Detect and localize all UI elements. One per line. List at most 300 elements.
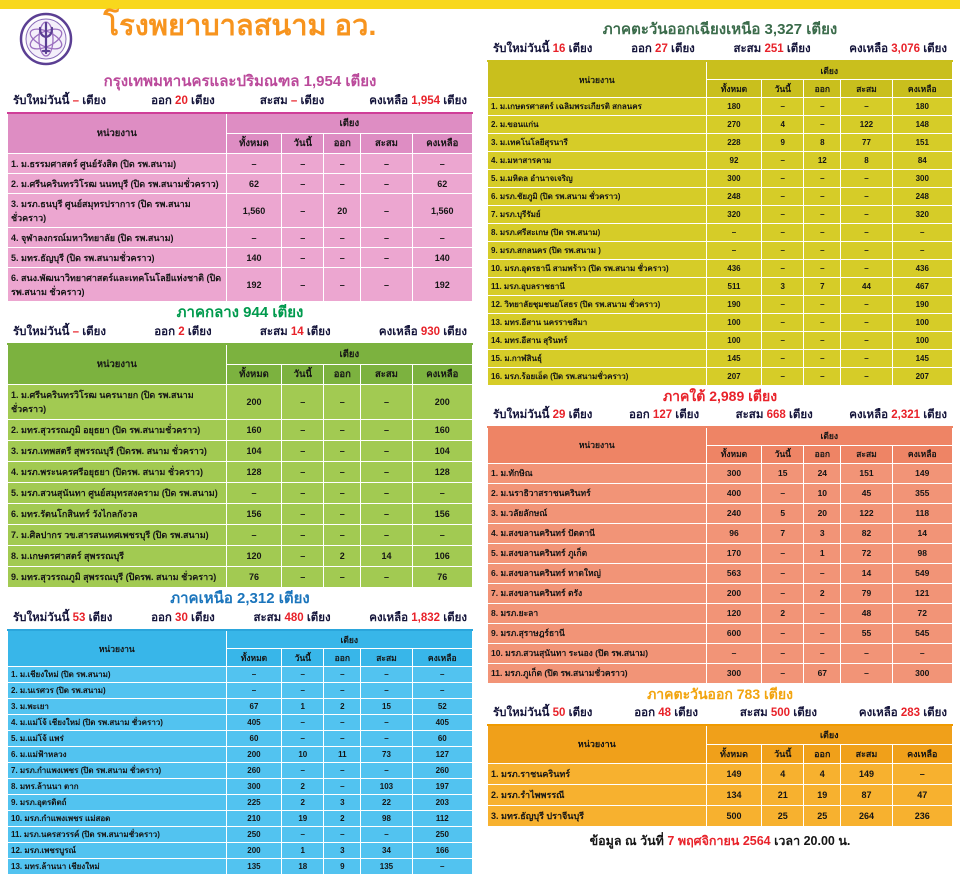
stat-value: 30 (175, 612, 188, 624)
cum-cell: – (361, 268, 412, 302)
table-row (488, 623, 953, 643)
agency-name-cell: 11. มรภ.นครสวรรค์ (ปิด รพ.สนามชั่วคราว) (8, 827, 227, 843)
table-row (8, 731, 473, 747)
column-header-remaining: คงเหลือ (412, 649, 472, 667)
section-title: ภาคใต้ 2,989 เตียง (662, 388, 778, 404)
remain-cell: 236 (892, 805, 952, 826)
footer-prefix: ข้อมูล ณ วันที่ (589, 833, 664, 848)
column-header-remaining: คงเหลือ (412, 365, 472, 385)
stat-label: คงเหลือ (369, 95, 412, 107)
column-header-today: วันนี้ (282, 134, 324, 154)
agency-name-cell: 4. ม.มหาสารคาม (488, 152, 707, 170)
agency-name-cell: 5. มทร.ธัญบุรี (ปิด รพ.สนามชั่วคราว) (8, 248, 227, 268)
remain-cell: 467 (892, 278, 952, 296)
stat-unit: เตียง (440, 95, 467, 107)
stat-item (154, 323, 211, 341)
total-cell: 225 (226, 795, 282, 811)
table-row (8, 859, 473, 875)
table-row (488, 368, 953, 386)
cum-cell: – (841, 350, 892, 368)
stat-item (733, 40, 810, 58)
stat-unit: เตียง (667, 43, 695, 55)
cum-cell: – (841, 296, 892, 314)
cum-cell: – (361, 248, 412, 268)
table-row (488, 260, 953, 278)
column-header-total: ทั้งหมด (706, 744, 762, 763)
cum-cell: – (841, 206, 892, 224)
agency-name-cell: 1. ม.ธรรมศาสตร์ ศูนย์รังสิต (ปิด รพ.สนาม) (8, 154, 227, 174)
today-cell: – (282, 483, 324, 504)
out-cell: – (804, 224, 841, 242)
today-cell: 1 (282, 843, 324, 859)
total-cell: 128 (226, 462, 282, 483)
stat-label: คงเหลือ (849, 408, 892, 421)
cum-cell: – (361, 483, 412, 504)
table-row (8, 525, 473, 546)
remain-cell: 180 (892, 98, 952, 116)
stat-value: – (290, 95, 298, 107)
stat-unit: เตียง (303, 326, 331, 338)
today-cell: – (762, 152, 804, 170)
agency-name-cell: 3. มรภ.เทพสตรี สุพรรณบุรี (ปิดรพ. สนาม ชั่วคราว) (8, 441, 227, 462)
table-row (8, 683, 473, 699)
report-header (7, 9, 473, 71)
remain-cell: 405 (412, 715, 472, 731)
stat-unit: เตียง (85, 612, 113, 624)
total-cell: 200 (226, 747, 282, 763)
cum-cell: 122 (841, 116, 892, 134)
today-cell: – (282, 546, 324, 567)
agency-name-cell: 7. มรภ.กำแพงเพชร (ปิด รพ.สนาม ชั่วคราว) (8, 763, 227, 779)
cum-cell: – (361, 715, 412, 731)
total-cell: 180 (706, 98, 762, 116)
today-cell: – (282, 420, 324, 441)
total-cell: 1,560 (226, 194, 282, 228)
table-row (8, 699, 473, 715)
cum-cell: – (841, 314, 892, 332)
stat-value: 251 (764, 43, 784, 55)
stat-unit: เตียง (565, 43, 593, 55)
cum-cell: 98 (361, 811, 412, 827)
out-cell: 67 (804, 663, 841, 683)
today-cell: – (762, 332, 804, 350)
agency-name-cell: 6. ม.สงขลานครินทร์ หาดใหญ่ (488, 563, 707, 583)
column-header-agency: หน่วยงาน (8, 113, 227, 154)
out-cell: – (324, 154, 361, 174)
total-cell: 400 (706, 483, 762, 503)
stat-item (379, 323, 467, 341)
out-cell: – (324, 763, 361, 779)
today-cell: – (762, 296, 804, 314)
cum-cell: – (361, 462, 412, 483)
remain-cell: 148 (892, 116, 952, 134)
top-yellow-bar (0, 0, 960, 9)
agency-name-cell: 2. ม.ขอนแก่น (488, 116, 707, 134)
stat-item (629, 406, 699, 424)
remain-cell: 60 (412, 731, 472, 747)
total-cell: 192 (226, 268, 282, 302)
stat-label: รับใหม่วันนี้ (13, 326, 73, 338)
table-row (8, 715, 473, 731)
table-row (8, 174, 473, 194)
section-stats (487, 405, 953, 426)
today-cell: – (762, 663, 804, 683)
table-row (488, 603, 953, 623)
stat-unit: เตียง (565, 408, 593, 421)
stat-value: 3,076 (891, 43, 921, 55)
total-cell: 436 (706, 260, 762, 278)
remain-cell: 52 (412, 699, 472, 715)
column-header-today: วันนี้ (762, 744, 804, 763)
total-cell: 76 (226, 567, 282, 588)
remain-cell: 118 (892, 503, 952, 523)
table-row (8, 248, 473, 268)
agency-name-cell: 2. ม.ศรีนครินทรวิโรฒ นนทบุรี (ปิด รพ.สนามชั่วคราว) (8, 174, 227, 194)
agency-name-cell: 6. สนง.พัฒนาวิทยาศาสตร์และเทคโนโลยีแห่งชาติ (ปิด รพ.สนาม ชั่วคราว) (8, 268, 227, 302)
out-cell: – (804, 98, 841, 116)
today-cell: – (762, 170, 804, 188)
stat-item (493, 704, 592, 722)
out-cell: – (804, 368, 841, 386)
stat-item (13, 323, 106, 341)
agency-name-cell: 5. ม.มหิดล อำนาจเจริญ (488, 170, 707, 188)
today-cell: – (762, 543, 804, 563)
remain-cell: 98 (892, 543, 952, 563)
out-cell: – (324, 731, 361, 747)
total-cell: 270 (706, 116, 762, 134)
stat-item (631, 40, 695, 58)
remain-cell: 62 (412, 174, 472, 194)
total-cell: 320 (706, 206, 762, 224)
section-northeast (487, 21, 953, 386)
section-title: กรุงเทพมหานครและปริมณฑล 1,954 เตียง (103, 73, 377, 90)
right-column (480, 9, 960, 875)
total-cell: 120 (706, 603, 762, 623)
column-header-cumulative: สะสม (841, 445, 892, 463)
beds-table (7, 112, 473, 302)
stat-item (13, 609, 112, 627)
stat-unit: เตียง (785, 408, 813, 421)
remain-cell: 549 (892, 563, 952, 583)
cum-cell: – (361, 174, 412, 194)
beds-table (7, 343, 473, 588)
out-cell: 20 (324, 194, 361, 228)
section-stats (7, 91, 473, 112)
today-cell: 1 (282, 699, 324, 715)
column-header-out: ออก (804, 744, 841, 763)
column-header-cumulative: สะสม (841, 80, 892, 98)
out-cell: – (324, 715, 361, 731)
stat-label: รับใหม่วันนี้ (493, 706, 553, 719)
agency-name-cell: 2. ม.นเรศวร (ปิด รพ.สนาม) (8, 683, 227, 699)
agency-name-cell: 7. ม.สงขลานครินทร์ ตรัง (488, 583, 707, 603)
stat-label: ออก (151, 612, 176, 624)
table-row (8, 154, 473, 174)
today-cell: – (762, 224, 804, 242)
remain-cell: – (892, 643, 952, 663)
stat-item (634, 704, 698, 722)
out-cell: 4 (804, 763, 841, 784)
left-column (0, 9, 480, 875)
stat-value: 500 (770, 706, 791, 719)
total-cell: 140 (226, 248, 282, 268)
cum-cell: 15 (361, 699, 412, 715)
stat-value: 14 (290, 326, 304, 338)
stat-label: รับใหม่วันนี้ (13, 612, 73, 624)
stat-item (736, 406, 813, 424)
remain-cell: – (412, 228, 472, 248)
table-row (8, 268, 473, 302)
stat-value: 480 (284, 612, 304, 624)
total-cell: 300 (706, 463, 762, 483)
out-cell: – (324, 683, 361, 699)
today-cell: – (282, 567, 324, 588)
today-cell: – (762, 623, 804, 643)
stat-value: 20 (175, 95, 188, 107)
out-cell: 25 (804, 805, 841, 826)
today-cell: 2 (282, 795, 324, 811)
out-cell: 2 (804, 583, 841, 603)
section-north (7, 590, 473, 875)
agency-name-cell: 13. มทร.ล้านนา เชียงใหม่ (8, 859, 227, 875)
stat-label: สะสม (259, 95, 291, 107)
table-row (8, 483, 473, 504)
stat-value: 53 (72, 612, 86, 624)
total-cell: – (226, 228, 282, 248)
stat-label: รับใหม่วันนี้ (13, 95, 73, 107)
column-header-beds-group: เตียง (226, 344, 472, 365)
today-cell: – (762, 483, 804, 503)
today-cell: 9 (762, 134, 804, 152)
column-header-agency: หน่วยงาน (488, 725, 707, 764)
total-cell: 156 (226, 504, 282, 525)
table-row (8, 462, 473, 483)
remain-cell: 76 (412, 567, 472, 588)
stat-value: 930 (420, 326, 441, 338)
stat-label: คงเหลือ (378, 326, 421, 338)
agency-name-cell: 16. มรภ.ร้อยเอ็ด (ปิด รพ.สนามชั่วคราว) (488, 368, 707, 386)
cum-cell: – (361, 827, 412, 843)
out-cell: – (804, 296, 841, 314)
total-cell: 240 (706, 503, 762, 523)
remain-cell: – (412, 154, 472, 174)
cum-cell: 8 (841, 152, 892, 170)
table-row (8, 546, 473, 567)
remain-cell: 149 (892, 463, 952, 483)
cum-cell: – (841, 170, 892, 188)
total-cell: 300 (706, 170, 762, 188)
footer-time: 20.00 น. (803, 833, 851, 848)
total-cell: 104 (226, 441, 282, 462)
agency-name-cell: 4. มรภ.พระนครศรีอยุธยา (ปิดรพ. สนาม ชั่วคราว) (8, 462, 227, 483)
table-row (8, 567, 473, 588)
agency-name-cell: 7. มรภ.บุรีรัมย์ (488, 206, 707, 224)
stat-value: 668 (766, 408, 786, 421)
table-header-row (488, 427, 953, 446)
remain-cell: 100 (892, 314, 952, 332)
page-title: โรงพยาบาลสนาม อว. (103, 10, 377, 42)
remain-cell: 203 (412, 795, 472, 811)
table-row (8, 747, 473, 763)
section-stats (487, 703, 953, 724)
cum-cell: – (841, 98, 892, 116)
table-row (488, 503, 953, 523)
cum-cell: 72 (841, 543, 892, 563)
today-cell: – (762, 242, 804, 260)
today-cell: – (762, 643, 804, 663)
out-cell: – (324, 385, 361, 420)
stat-item (253, 609, 330, 627)
total-cell: – (706, 242, 762, 260)
cum-cell: – (841, 332, 892, 350)
cum-cell: 264 (841, 805, 892, 826)
stat-value: 50 (552, 706, 566, 719)
out-cell: – (804, 188, 841, 206)
section-east (487, 686, 953, 827)
out-cell: – (324, 827, 361, 843)
total-cell: 60 (226, 731, 282, 747)
cum-cell: – (841, 224, 892, 242)
today-cell: – (282, 228, 324, 248)
table-row (8, 779, 473, 795)
table-row (8, 827, 473, 843)
remain-cell: – (412, 483, 472, 504)
today-cell: – (762, 260, 804, 278)
remain-cell: 320 (892, 206, 952, 224)
total-cell: 62 (226, 174, 282, 194)
today-cell: – (762, 350, 804, 368)
today-cell: – (762, 314, 804, 332)
table-row (488, 152, 953, 170)
out-cell: – (324, 420, 361, 441)
cum-cell: – (841, 368, 892, 386)
table-row (8, 228, 473, 248)
cum-cell: – (361, 154, 412, 174)
stat-unit: เตียง (671, 706, 698, 719)
out-cell: – (804, 623, 841, 643)
stat-value: – (72, 95, 80, 107)
column-header-agency: หน่วยงาน (8, 344, 227, 385)
today-cell: – (762, 583, 804, 603)
cum-cell: 135 (361, 859, 412, 875)
agency-name-cell: 6. มรภ.ชัยภูมิ (ปิด รพ.สนาม ชั่วคราว) (488, 188, 707, 206)
remain-cell: 128 (412, 462, 472, 483)
remain-cell: 300 (892, 663, 952, 683)
section-south (487, 388, 953, 684)
agency-name-cell: 3. มรภ.ธนบุรี ศูนย์สมุทรปราการ (ปิด รพ.สนามชั่วคราว) (8, 194, 227, 228)
cum-cell: 103 (361, 779, 412, 795)
stat-unit: เตียง (187, 95, 215, 107)
stat-value: 2,321 (891, 408, 921, 421)
out-cell: 3 (324, 843, 361, 859)
column-header-beds-group: เตียง (706, 61, 952, 80)
remain-cell: 112 (412, 811, 472, 827)
column-header-remaining: คงเหลือ (892, 80, 952, 98)
agency-name-cell: 1. ม.ทักษิณ (488, 463, 707, 483)
column-header-remaining: คงเหลือ (892, 445, 952, 463)
column-header-cumulative: สะสม (361, 649, 412, 667)
out-cell: 24 (804, 463, 841, 483)
table-row (488, 242, 953, 260)
cum-cell: – (841, 260, 892, 278)
column-header-out: ออก (324, 134, 361, 154)
agency-name-cell: 5. ม.สงขลานครินทร์ ภูเก็ต (488, 543, 707, 563)
column-header-agency: หน่วยงาน (488, 427, 707, 464)
cum-cell: – (361, 441, 412, 462)
remain-cell: 355 (892, 483, 952, 503)
footer-date: 7 พฤศจิกายน 2564 (667, 833, 771, 848)
agency-name-cell: 9. มรภ.อุตรดิตถ์ (8, 795, 227, 811)
stat-value: 1,832 (411, 612, 441, 624)
table-row (488, 314, 953, 332)
today-cell: 5 (762, 503, 804, 523)
out-cell: – (804, 116, 841, 134)
column-header-cumulative: สะสม (361, 365, 412, 385)
total-cell: 248 (706, 188, 762, 206)
remain-cell: 166 (412, 843, 472, 859)
total-cell: 200 (706, 583, 762, 603)
cum-cell: – (841, 663, 892, 683)
table-row (488, 583, 953, 603)
today-cell: 3 (762, 278, 804, 296)
total-cell: 500 (706, 805, 762, 826)
cum-cell: – (361, 567, 412, 588)
stat-label: คงเหลือ (858, 706, 901, 719)
stat-unit: เตียง (79, 326, 106, 338)
remain-cell: – (892, 224, 952, 242)
table-row (488, 805, 953, 826)
column-header-total: ทั้งหมด (226, 365, 282, 385)
agency-name-cell: 10. มรภ.สวนสุนันทา ระนอง (ปิด รพ.สนาม) (488, 643, 707, 663)
total-cell: – (706, 643, 762, 663)
stat-label: คงเหลือ (369, 612, 412, 624)
total-cell: 228 (706, 134, 762, 152)
section-stats (7, 322, 473, 343)
table-row (488, 98, 953, 116)
section-bangkok (7, 73, 473, 302)
cum-cell: – (361, 683, 412, 699)
cum-cell: – (361, 194, 412, 228)
total-cell: – (226, 667, 282, 683)
agency-name-cell: 12. มรภ.เพชรบูรณ์ (8, 843, 227, 859)
remain-cell: 250 (412, 827, 472, 843)
today-cell: – (762, 188, 804, 206)
cum-cell: – (361, 385, 412, 420)
column-header-out: ออก (804, 80, 841, 98)
today-cell: – (282, 174, 324, 194)
remain-cell: 1,560 (412, 194, 472, 228)
today-cell: – (762, 206, 804, 224)
out-cell: – (324, 567, 361, 588)
cum-cell: 34 (361, 843, 412, 859)
total-cell: 200 (226, 843, 282, 859)
remain-cell: 192 (412, 268, 472, 302)
cum-cell: – (361, 667, 412, 683)
stat-label: ออก (631, 43, 656, 55)
table-row (8, 843, 473, 859)
total-cell: – (706, 224, 762, 242)
total-cell: 300 (706, 663, 762, 683)
out-cell: – (324, 667, 361, 683)
cum-cell: – (841, 643, 892, 663)
column-header-today: วันนี้ (282, 649, 324, 667)
table-row (488, 332, 953, 350)
agency-name-cell: 8. มรภ.ยะลา (488, 603, 707, 623)
today-cell: 2 (282, 779, 324, 795)
stat-value: 127 (652, 408, 673, 421)
out-cell: – (804, 603, 841, 623)
remain-cell: 156 (412, 504, 472, 525)
